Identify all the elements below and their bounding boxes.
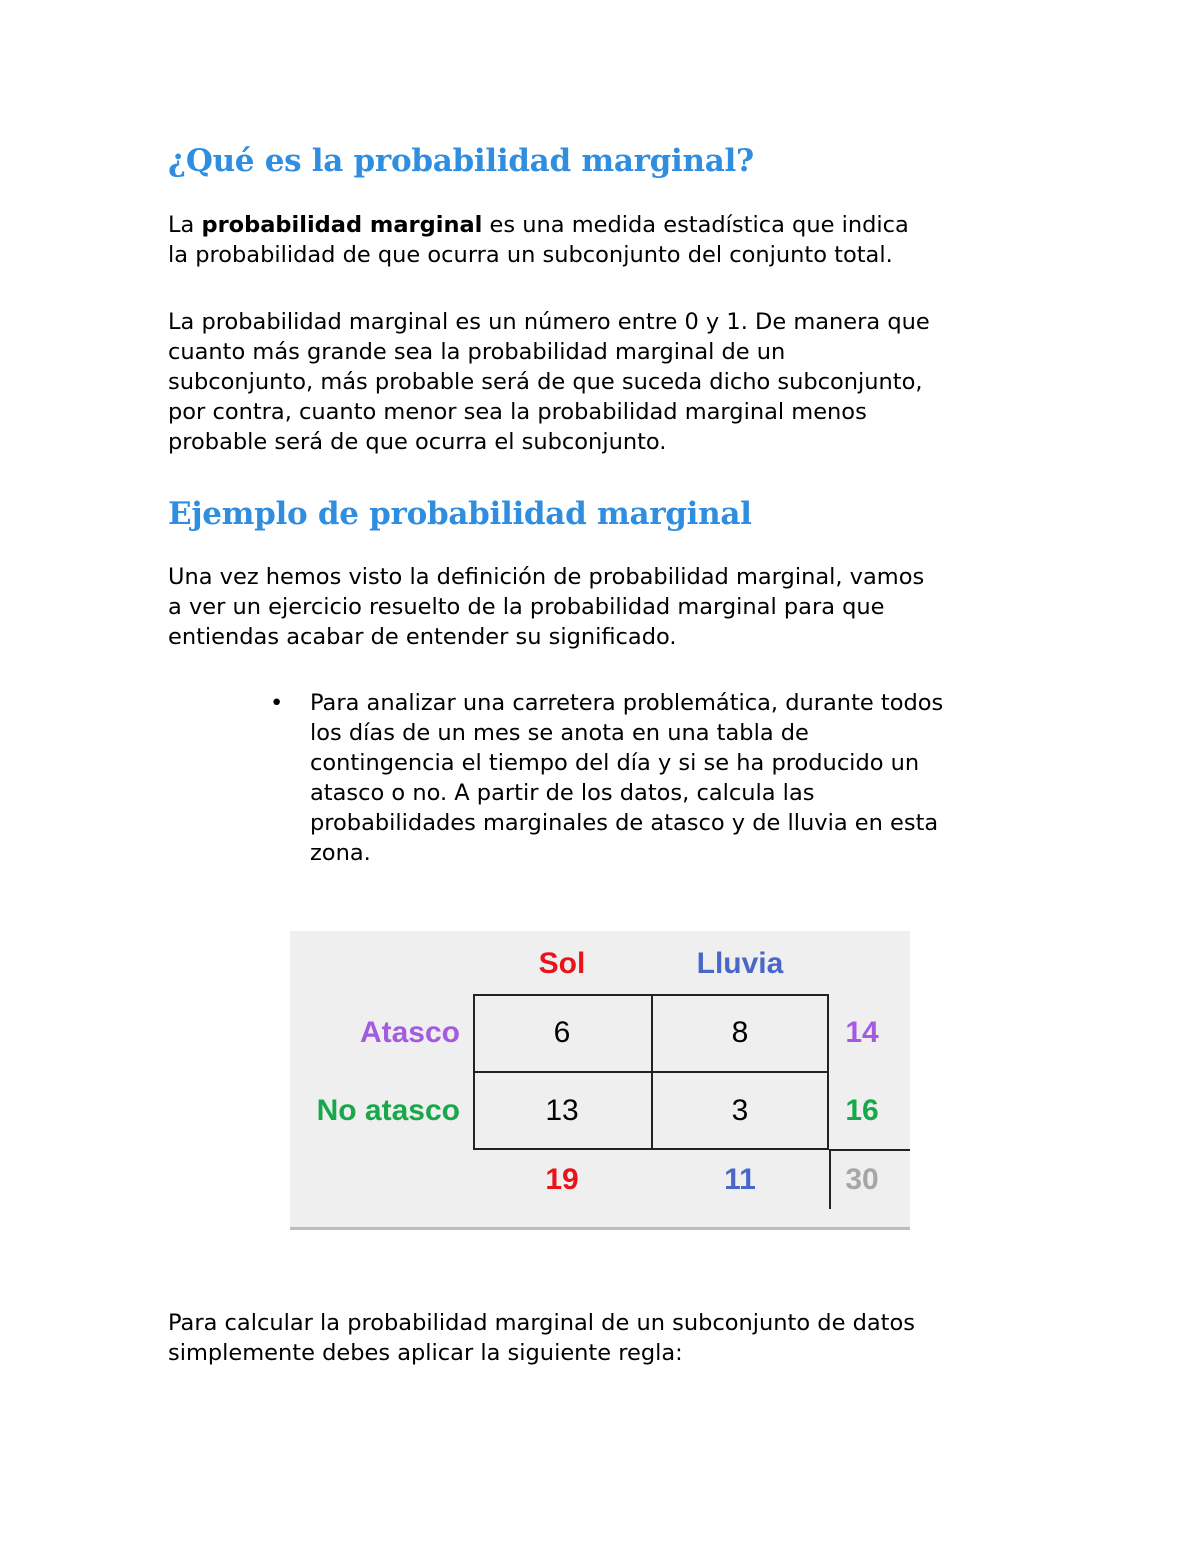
row-header-atasco: Atasco (359, 1016, 460, 1049)
bullet-line: zona. (310, 840, 371, 866)
bullet-line: contingencia el tiempo del día y si se ha producido un (310, 750, 920, 776)
paragraph-definition (168, 210, 1048, 270)
paragraph-closing (168, 1308, 1048, 1368)
col-header-sol: Sol (538, 947, 586, 980)
bullet-text (310, 688, 1050, 868)
range-line: por contra, cuanto menor sea la probabilidad marginal menos (168, 399, 867, 425)
range-line: cuanto más grande sea la probabilidad marginal de un (168, 339, 786, 365)
definition-rest: es una medida estadística que indica (482, 212, 909, 238)
bullet-line: Para analizar una carretera problemática, durante todos (310, 690, 944, 716)
table-cell: 13 (545, 1094, 579, 1127)
paragraph-range (168, 307, 1048, 457)
range-line: probable será de que ocurra el subconjunto. (168, 429, 667, 455)
table-cell: 3 (731, 1094, 749, 1127)
row-total-no-atasco: 16 (845, 1094, 879, 1127)
bullet-marker: • (270, 690, 284, 716)
intro-line: Una vez hemos visto la definición de probabilidad marginal, vamos (168, 564, 925, 590)
contingency-table (290, 931, 910, 1230)
grand-total: 30 (845, 1163, 879, 1196)
bullet-line: los días de un mes se anota en una tabla de (310, 720, 809, 746)
table-cell: 6 (553, 1016, 571, 1049)
row-total-atasco: 14 (845, 1016, 879, 1049)
range-line: subconjunto, más probable será de que suceda dicho subconjunto, (168, 369, 923, 395)
grid-divider (473, 1071, 829, 1073)
bullet-line: probabilidades marginales de atasco y de lluvia en esta (310, 810, 939, 836)
closing-line: Para calcular la probabilidad marginal de un subconjunto de datos (168, 1310, 915, 1336)
col-header-lluvia: Lluvia (696, 947, 784, 980)
bullet-line: atasco o no. A partir de los datos, calcula las (310, 780, 815, 806)
definition-bold-term: probabilidad marginal (201, 212, 483, 238)
intro-line: entiendas acabar de entender su significado. (168, 624, 677, 650)
heading-que-es: ¿Qué es la probabilidad marginal? (168, 143, 754, 179)
heading-ejemplo: Ejemplo de probabilidad marginal (168, 496, 752, 532)
col-total-lluvia: 11 (724, 1163, 756, 1196)
row-header-no-atasco: No atasco (316, 1094, 460, 1127)
definition-line2: la probabilidad de que ocurra un subconjunto del conjunto total. (168, 242, 893, 268)
paragraph-intro (168, 562, 1048, 652)
intro-line: a ver un ejercicio resuelto de la probabilidad marginal para que (168, 594, 885, 620)
total-divider (829, 1149, 910, 1151)
closing-line: simplemente debes aplicar la siguiente regla: (168, 1340, 683, 1366)
col-total-sol: 19 (545, 1163, 579, 1196)
range-line: La probabilidad marginal es un número entre 0 y 1. De manera que (168, 309, 930, 335)
table-cell: 8 (731, 1016, 749, 1049)
definition-pre: La (168, 212, 202, 238)
